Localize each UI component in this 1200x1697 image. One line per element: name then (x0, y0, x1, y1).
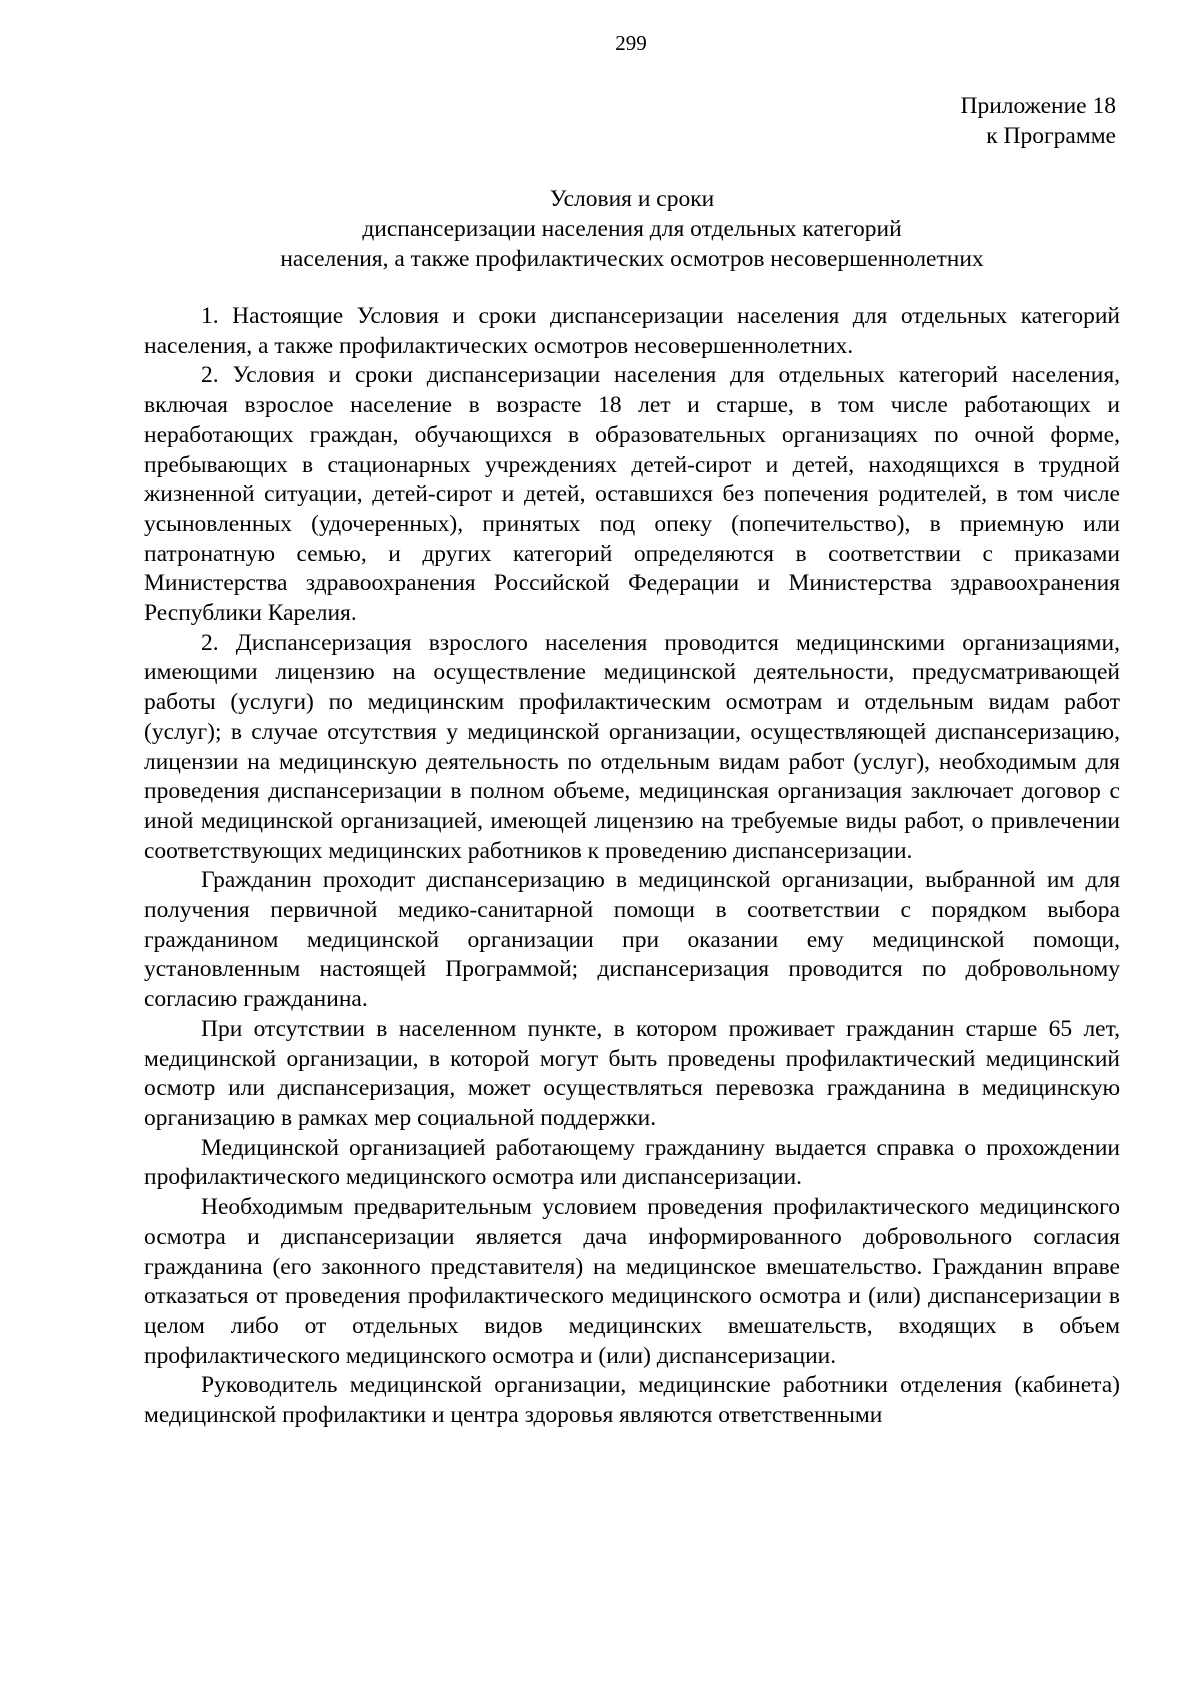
paragraph: Гражданин проходит диспансеризацию в медицинской организации, выбранной им для получения первичной медико-санитарной помощи в соответствии с порядком выбора гражданином медицинской организации при оказании ему медицинской помощи, установленным настоящей Программой; диспансеризация проводится по добровольному согласию гражданина. (144, 867, 1120, 1013)
paragraph: 1. Настоящие Условия и сроки диспансеризации населения для отдельных категорий населения, а также профилактических осмотров несовершеннолетних. (144, 303, 1120, 359)
appendix-line: к Программе (986, 123, 1116, 149)
page-number: 299 (615, 31, 647, 55)
appendix-label (960, 91, 1116, 151)
paragraph: Необходимым предварительным условием проведения профилактического медицинского осмотра и диспансеризации является дача информированного добровольного согласия гражданина (его законного представителя) на медицинское вмешательство. Гражданин вправе отказаться от проведения профилактического медицинского осмотра и (или) диспансеризации в целом либо от отдельных видов медицинских вмешательств, входящих в объем профилактического медицинского осмотра и (или) диспансеризации. (144, 1194, 1120, 1369)
document-body (144, 302, 1120, 1431)
paragraph: Медицинской организацией работающему гражданину выдается справка о прохождении профилактического медицинского осмотра или диспансеризации. (144, 1134, 1120, 1191)
title-line: Условия и сроки (549, 186, 715, 212)
appendix-line: Приложение 18 (960, 93, 1116, 119)
document-title (144, 184, 1120, 274)
paragraph: При отсутствии в населенном пункте, в котором проживает гражданин старше 65 лет, медицинской организации, в которой могут быть проведены профилактический медицинский осмотр или диспансеризация, может осуществляться перевозка гражданина в медицинскую организацию в рамках мер социальной поддержки. (144, 1015, 1120, 1131)
paragraph: Руководитель медицинской организации, медицинские работники отделения (кабинета) медицинской профилактики и центра здоровья являются ответственными (144, 1372, 1120, 1429)
title-line: населения, а также профилактических осмотров несовершеннолетних (280, 246, 984, 272)
paragraph: 2. Диспансеризация взрослого населения проводится медицинскими организациями, имеющими лицензию на осуществление медицинской деятельности, предусматривающей работы (услуги) по медицинским профилактическим осмотрам и отдельным видам работ (услуг); в случае отсутствия у медицинской организации, осуществляющей диспансеризацию, лицензии на медицинскую деятельность по отдельным видам работ (услуг), необходимым для проведения диспансеризации в полном объеме, медицинская организация заключает договор с иной медицинской организацией, имеющей лицензию на требуемые виды работ, о привлечении соответствующих медицинских работников к проведению диспансеризации. (144, 629, 1120, 864)
title-line: диспансеризации населения для отдельных категорий (362, 216, 902, 242)
paragraph: 2. Условия и сроки диспансеризации населения для отдельных категорий населения, включая взрослое население в возрасте 18 лет и старше, в том числе работающих и неработающих граждан, обучающихся в образовательных организациях по очной форме, пребывающих в стационарных учреждениях детей-сирот и детей, находящихся в трудной жизненной ситуации, детей-сирот и детей, оставшихся без попечения родителей, в том числе усыновленных (удочеренных), принятых под опеку (попечительство), в приемную или патронатную семью, и других категорий определяются в соответствии с приказами Министерства здравоохранения Российской Федерации и Министерства здравоохранения Республики Карелия. (144, 362, 1120, 627)
